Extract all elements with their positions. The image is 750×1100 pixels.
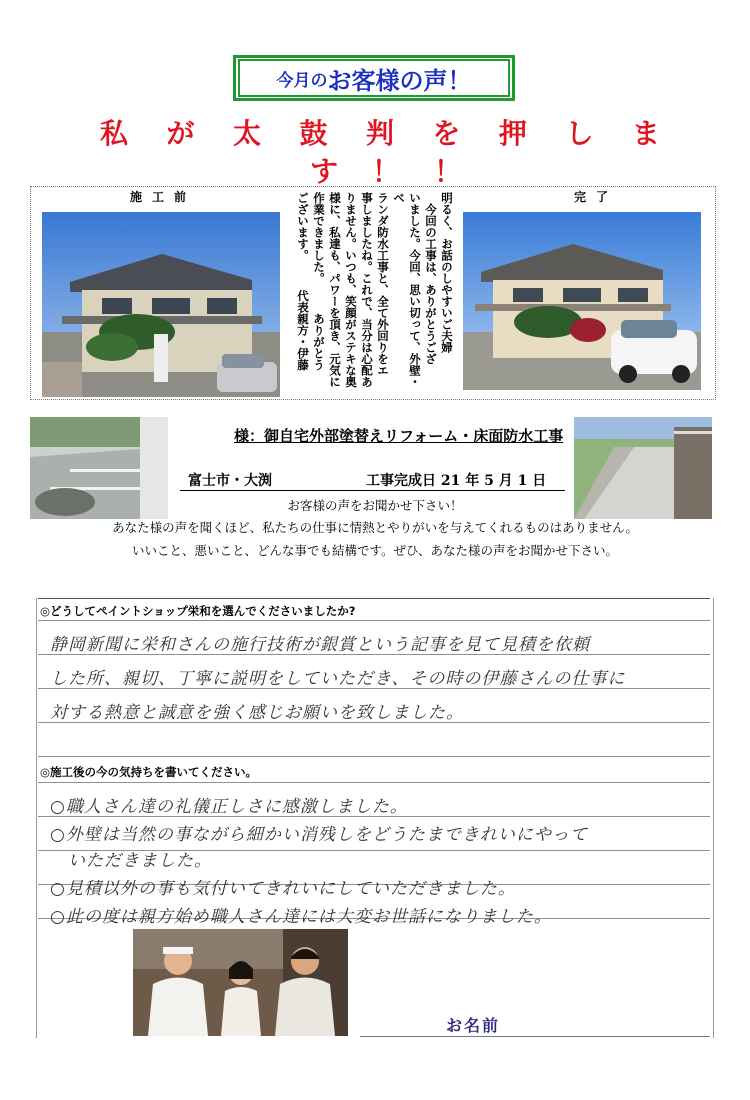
question-1-heading: ◎どうしてペイントショップ栄和を選んでくださいましたか? [40, 604, 356, 618]
headline-char: を [432, 117, 461, 150]
intro-line-1: お客様の声をお聞かせ下さい！ [287, 498, 463, 513]
message-line: 事しましたね。これで、当分は心配あ [360, 192, 374, 388]
message-line: 様に、私達も、パワーを頂き、元気に [328, 192, 342, 388]
answer-2-line: ○見積以外の事も気付いてきれいにしていただきました。 [50, 879, 516, 899]
answer-1-line: 静岡新聞に栄和さんの施行技術が銀賞という記事を見て見積を依頼 [50, 635, 590, 655]
name-underline [360, 1036, 710, 1037]
intro-line-2: あなた様の声を聞くほど、私たちの仕事に情熱とやりがいを与えてくれるものはありません。 [112, 520, 638, 535]
question-2-heading: ◎施工後の今の気持ちを書いてください。 [40, 765, 258, 779]
message-line: 作業できました。 ありがとう [312, 192, 326, 371]
sheet-top-rule [38, 598, 710, 599]
ruled-line [38, 782, 710, 783]
staff-photo [133, 929, 348, 1036]
answer-2-line: ○此の度は親方始め職人さん達には大変お世話になりました。 [50, 907, 552, 927]
house-after-illustration [463, 212, 701, 390]
caption-after: 完了 [574, 190, 619, 204]
caption-before: 施工前 [130, 190, 197, 204]
headline-line-1 [100, 112, 660, 152]
answer-2-line: ○外壁は当然の事ながら細かい消残しをどうたまできれいにやって [50, 825, 588, 845]
message-line: ランダ防水工事と、全て外回りをエ [376, 192, 390, 376]
ruled-line [38, 620, 710, 621]
project-title [198, 425, 563, 446]
message-line: ございます。 代表親方・伊藤 [296, 192, 310, 371]
project-title-text: 様：御自宅外部塗替えリフォーム・床面防水工事 [234, 427, 564, 445]
title-inner-frame [238, 59, 510, 97]
headline-char: が [166, 117, 195, 150]
message-line: いました。今回、思い切って、外壁・ベ [392, 192, 422, 388]
message-line: 今回の工事は、ありがとうござ [424, 192, 438, 365]
headline-char: 判 [365, 117, 394, 150]
after-house-photo [463, 212, 701, 390]
title-main-text: お客様の声！ [327, 65, 472, 95]
headline-line-2: す！！ [310, 155, 497, 188]
headline-char: し [565, 117, 594, 150]
project-location: 富士市・大渕 [188, 473, 272, 489]
project-completion-date: 工事完成日 21 年 5 月 1 日 [366, 473, 547, 489]
message-line: 明るく、お話のしやすいご夫婦 [440, 192, 454, 353]
staff-illustration [133, 929, 348, 1036]
project-underline [180, 490, 565, 491]
headline-char: 鼓 [299, 117, 328, 150]
answer-1-line: した所、親切、丁寧に説明をしていただき、その時の伊藤さんの仕事に [50, 669, 626, 689]
answer-1-line: 対する熱意と誠意を強く感じお願いを致しました。 [50, 703, 464, 723]
answer-2-line: いただきました。 [50, 851, 212, 871]
title-small-text: 今月の [276, 70, 328, 91]
before-house-photo [42, 212, 280, 397]
message-line: りません。いつも、笑顔がステキな奥 [344, 192, 358, 388]
headline-char: ま [631, 117, 660, 150]
headline-char: 太 [232, 117, 261, 150]
answer-2-line: ○職人さん達の礼儀正しさに感激しました。 [50, 797, 408, 817]
headline-char: 私 [100, 117, 129, 150]
name-label: お名前 [446, 1016, 501, 1035]
customer-message-vertical [287, 192, 455, 397]
house-before-illustration [42, 212, 280, 397]
intro-line-3: いいこと、悪いこと、どんな事でも結構です。ぜひ、あなた様の声をお聞かせ下さい。 [131, 543, 618, 558]
ruled-line [38, 756, 710, 757]
title-box [233, 55, 515, 101]
headline-char: 押 [498, 117, 527, 150]
